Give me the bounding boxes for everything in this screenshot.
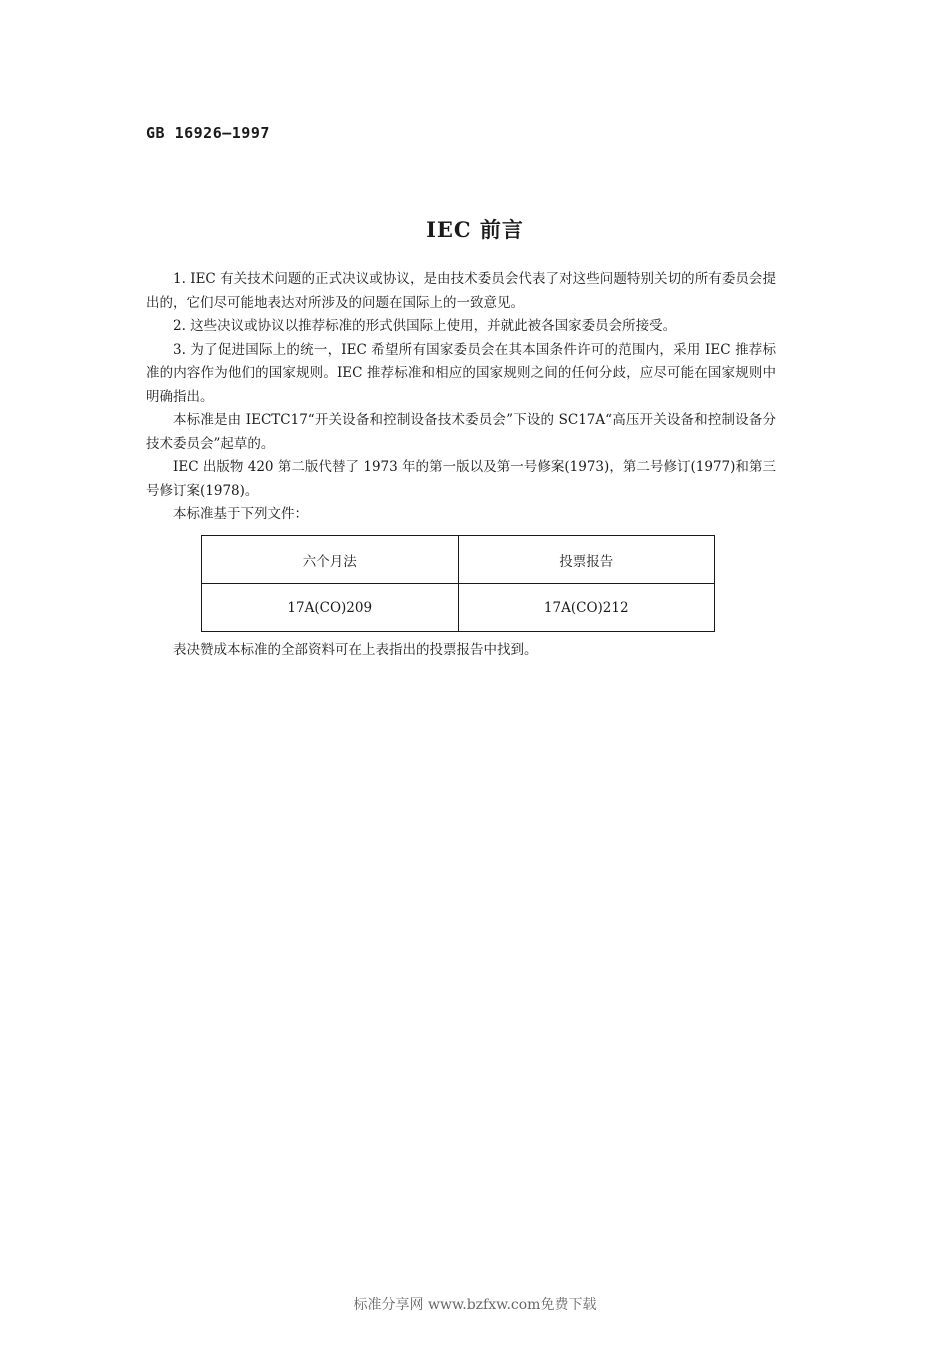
table-cell: 17A(CO)212	[458, 584, 715, 632]
table-header-cell: 投票报告	[458, 536, 715, 584]
paragraph-6: 本标准基于下列文件：	[173, 506, 308, 522]
table-row	[202, 584, 715, 632]
paragraph-3: 3. 为了促进国际上的统一，IEC 希望所有国家委员会在其本国条件许可的范围内，采用 IEC 推荐标准的内容作为他们的国家规则。IEC 推荐标准和相应的国家规则之间的任何分歧，应尽可能在国家规则中明确指出。	[146, 341, 776, 405]
paragraph-5: IEC 出版物 420 第二版代替了 1973 年的第一版以及第一号修案(1973)，第二号修订(1977)和第三号修订案(1978)。	[146, 459, 776, 499]
table-header-cell: 六个月法	[202, 536, 459, 584]
documents-table	[201, 535, 715, 632]
standard-code: GB 16926—1997	[146, 124, 270, 142]
body-text	[146, 268, 776, 527]
table-note: 表决赞成本标准的全部资料可在上表指出的投票报告中找到。	[173, 642, 538, 658]
paragraph-4: 本标准是由 IECTC17“开关设备和控制设备技术委员会”下设的 SC17A“高压开关设备和控制设备分技术委员会”起草的。	[146, 412, 776, 452]
table-header-row	[202, 536, 715, 584]
table-cell: 17A(CO)209	[202, 584, 459, 632]
paragraph-2: 2. 这些决议或协议以推荐标准的形式供国际上使用，并就此被各国家委员会所接受。	[173, 318, 677, 334]
footer-watermark: 标准分享网 www.bzfxw.com免费下载	[353, 1297, 597, 1313]
page-title: IEC 前言	[426, 217, 524, 242]
paragraph-1: 1. IEC 有关技术问题的正式决议或协议，是由技术委员会代表了对这些问题特别关切的所有委员会提出的，它们尽可能地表达对所涉及的问题在国际上的一致意见。	[146, 271, 776, 311]
